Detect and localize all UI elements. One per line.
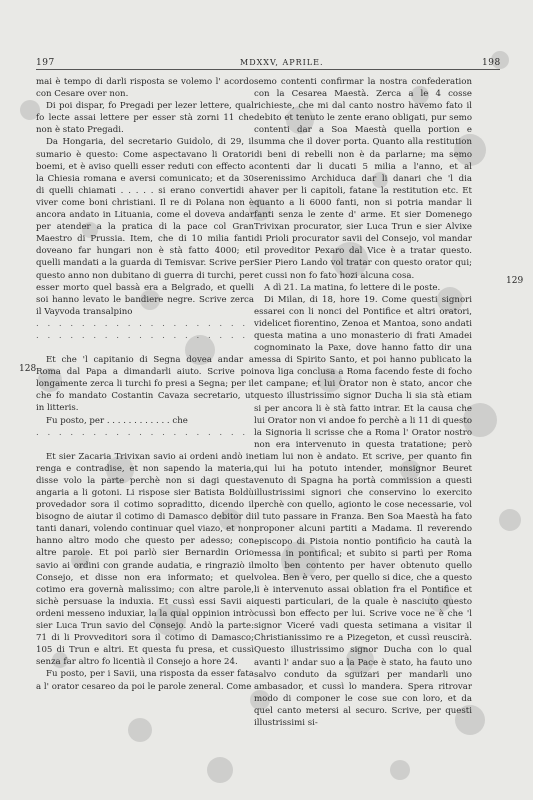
ellipsis-line: . . . . . . . . . . . . . . . . . . . xyxy=(36,318,249,329)
left-page-number: 197 xyxy=(36,58,55,68)
margin-number-right: 129 xyxy=(506,276,524,286)
paragraph: Di poi dispar, fo Pregadi per lezer lettere, qual fo lecte assai lettere per esser stà zorni 11 che non è stato Pregadi. xyxy=(36,101,254,136)
margin-number-left: 128 xyxy=(19,364,37,374)
paragraph: Di Milan, di 18, hore 19. Come questi signori essarei con li nonci del Pontifice et altri oratori, videlicet fiorentino, Zenoa et Mantoa, sono andati questa matina a uno monasterio di frati Amadei cognominato la Paxe, dove hanno fatto dir una messa di Spirito Santo, et poi hanno publicato la nova liga conclusa a Roma facendo feste di focho et campane; et lui Orator non è stato, ancor che questo illustrissimo signor Ducha li sia stà etiam si per ancora li è stà fatto intrar. Et la causa che lui Orator non vi andoe fo perchè a li 11 di questo la Signoria li scrisse che a Roma l' Orator nostro non era intervenuto in questa tratatione; però etiam lui non è andato. Et scrive, per quanto fin qui lui ha potuto intender, monsignor Beuret venuto di Spagna ha portà commission a questi illustrissimi signori che conservino lo exercito perchè con quello, agionto le cose necessarie, vol il tuto passare in Franza. Ben Soa Maestà ha fato proponer alcuni partiti a Madama. Il reverendo episcopo di Pistoia nontio pontificio ha cautà la messa in pontifical; et subito si partì per Roma molto ben contento per haver obtenuto quello volea. Ben è vero, per quello si dice, che a questo li è intervenuto assai oblation fra el Pontifice et questi particulari, de la quale è nasciuto questo cussì bon effecto per lui. Scrive voce ne è che 'l signor Viceré vadi questa setimana a visitar il Christianissimo re a Pizegeton, et cussì reuscirà. Questo illustrissimo signor Ducha con lo qual avanti l' andar suo a la Pace è stato, ha fauto uno salvo conduto da sguizari per mandarli uno ambasador, et cussì lo mandera. Spera ritrovar modo di componer le cose sue con loro, et da quel canto metersi al securo. Scrive, per questi illustrissimi si- xyxy=(254,294,472,728)
paragraph: Et che 'l capitanio di Segna dovea andar a Roma dal Papa a dimandarli aiuto. Scrive poi longamente zerca li turchi fo presi a Segna; per il che fo mandato Costantin Cavaza secretario, ut in litteris. xyxy=(36,355,254,414)
ellipsis-line: . . . . . . . . . . . . . . . . . . . xyxy=(36,427,249,438)
paragraph: Fu posto, per i Savii, una risposta da esser fata a l' orator cesareo da poi le parole zeneral. Come xyxy=(36,669,254,692)
paragraph: mai è tempo di darli risposta se volemo l' acordo con Cesare over non. xyxy=(36,77,254,100)
running-title: MDXXV, APRILE. xyxy=(240,58,324,67)
paragraph: Da Hongaria, del secretario Guidolo, di 29, il sumario è questo: Come aspectavano li Oratori boemi, et è aviso quelli esser reduti con effecto a la Chiesia romana e aversi comunicato; et da 30 di quelli chiamati . . . . . si erano convertidi a viver come boni christiani. Il re di Polana non è ancora andato in Lituania, come el doveva andar per atender a la pratica di la pace col Gran Maestro di Prussia. Item, che di 10 milia fanti doveano far hungari non è stà fatto 4000; et quelli mandati a la guarda di Temisvar. Scrive per questo anno non dubitano di guerra di turchi, per esser morto quel bassà era a Belgrado, et quelli soi hanno levato le bandiere negre. Scrive zerca il Vayvoda transalpino xyxy=(36,137,254,317)
paragraph: semo contenti confirmar la nostra confederation con la Cesarea Maestà. Zerca a le 4 cosse richieste, che mi dal canto nostro havemo fato il debito et tenuto le zente erano obligati, pur semo contenti dar a Soa Maestà quella portion e summa che il dover porta. Quanto alla restitution di beni di rebelli non è da parlarne; ma semo contenti dar li ducati 5 milia a l'anno, et al serenissimo Archiduca dar li danari che 'l dia haver per li capitoli, fatane la restitution etc. Et quanto a li 6000 fanti, non si potria mandar li fanti senza le zente d' arme. Et sier Domenego Trivixan procurator, sier Luca Trun e sier Alvixe di Prioli procurator savii del Consejo, vol mandar il proveditor Pexaro dal Vice è a tratar questo. Sier Piero Lando vol tratar con questo orator qui; et cussi non fo fato hozi alcuna cosa. xyxy=(254,77,472,281)
paragraph: A dì 21. La matina, fo lettere di le poste. xyxy=(264,282,441,293)
ellipsis-line: . . . . . . . . . . . . . . . . . . . xyxy=(36,330,249,341)
paragraph: Fu posto, per . . . . . . . . . . . . che xyxy=(46,415,188,426)
paragraph: Et sier Zacaria Trivixan savio ai ordeni andò in renga e contradise, et non sapendo la materia, disse volo la parte perchè non si dagi questa angaria a li gotoni. Li rispose sier Batista Boldù provedador sora il cotimo sopraditto, dicendo il bisogno de aiutar il cotimo di Damasco debitor di tanti danari, volendo continuar quel viazo, et non hanno altro modo che questo per adesso; con altre parole. Et poi parlò sier Bernardin Orio savio ai ordini con grande audatia, e ringraziò il Consejo, et disse non era informato; et quel cotimo era governà malissimo; con altre parole, sichè persuase la induxia. Et cussì essi Savii ai ordeni messeno induxiar, la la qual oppinion intrò sier Luca Trun savio del Consejo. Andò la parte: 71 di li Provveditori sora il cotimo di Damasco; 105 di Trun e altri. Et questa fu presa, et cussì senza far altro fo licentià il Consejo a hore 24. xyxy=(36,451,254,668)
header-rule xyxy=(36,69,500,70)
right-page-number: 198 xyxy=(482,58,501,68)
right-column xyxy=(254,76,472,729)
left-column xyxy=(36,76,254,693)
